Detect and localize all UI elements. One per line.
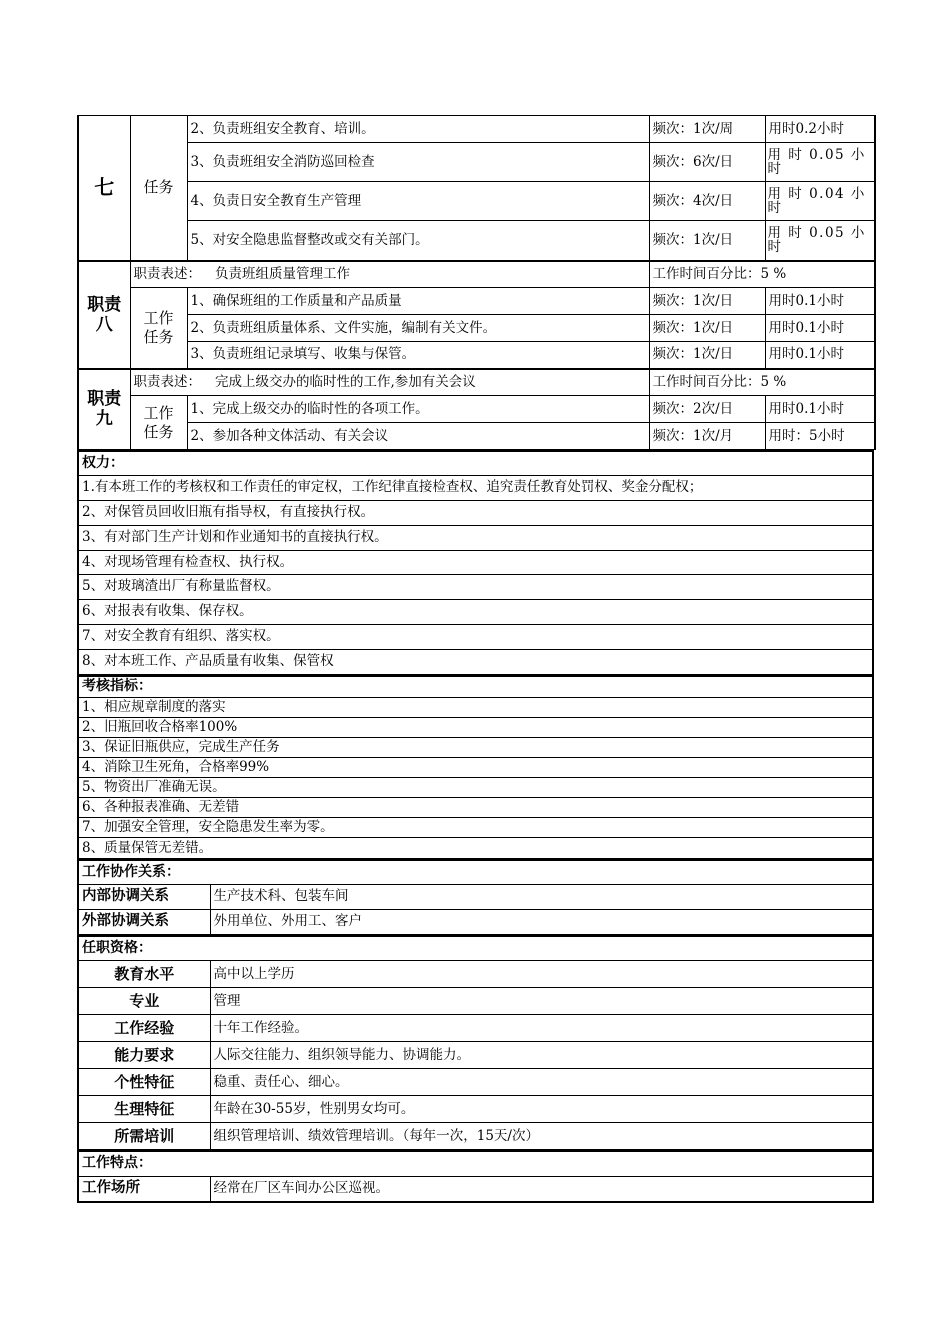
power-item: 1.有本班工作的考核权和工作责任的审定权，工作纪律直接检查权、追究责任教育处罚权、奖金分配权； [78, 475, 873, 500]
physical-label: 生理特征 [78, 1096, 210, 1123]
duty8-desc-row [78, 261, 875, 288]
cooperation-title: 工作协作关系： [78, 860, 873, 884]
duty9-description [130, 369, 649, 396]
internal-coordination-label: 内部协调关系 [78, 884, 210, 909]
workplace-label: 工作场所 [78, 1176, 210, 1202]
features-table [77, 1150, 874, 1203]
qualification-title: 任职资格： [78, 936, 873, 961]
duty7-task-time: 用 时 0.04 小时 [765, 182, 875, 221]
duty7-task-row [78, 116, 875, 143]
cooperation-table [77, 859, 874, 935]
kpi-item: 7、加强安全管理，安全隐患发生率为零。 [78, 818, 873, 838]
duty8-task-time: 用时0.1小时 [765, 342, 875, 369]
physical-value: 年龄在30-55岁，性别男女均可。 [210, 1096, 873, 1123]
power-item: 7、对安全教育有组织、落实权。 [78, 624, 873, 649]
duty8-time-percent: 工作时间百分比：5 % [649, 261, 875, 288]
duty9-task-time: 用时0.1小时 [765, 396, 875, 423]
duty9-task-row [78, 396, 875, 423]
workplace-value: 经常在厂区车间办公区巡视。 [210, 1176, 873, 1202]
duty9-desc-row [78, 369, 875, 396]
kpi-title: 考核指标： [78, 676, 873, 698]
duty7-task-text: 4、负责日安全教育生产管理 [187, 182, 649, 221]
power-item: 4、对现场管理有检查权、执行权。 [78, 550, 873, 574]
duty7-task-row [78, 182, 875, 221]
kpi-item: 1、相应规章制度的落实 [78, 698, 873, 718]
duty7-task-text: 5、对安全隐患监督整改或交有关部门。 [187, 221, 649, 261]
education-label: 教育水平 [78, 961, 210, 988]
duty9-task-text: 2、参加各种文体活动、有关会议 [187, 423, 649, 450]
experience-value: 十年工作经验。 [210, 1015, 873, 1042]
duty8-task-freq: 频次：1次/日 [649, 288, 765, 315]
job-description-sheet [77, 115, 874, 1203]
duty7-task-freq: 频次：1次/日 [649, 221, 765, 261]
kpi-item: 6、各种报表准确、无差错 [78, 798, 873, 818]
internal-coordination-value: 生产技术科、包装车间 [210, 884, 873, 909]
duty7-task-text: 2、负责班组安全教育、培训。 [187, 116, 649, 143]
kpi-item: 2、旧瓶回收合格率100% [78, 718, 873, 738]
features-title: 工作特点： [78, 1151, 873, 1176]
training-value: 组织管理培训、绩效管理培训。（每年一次，15天/次） [210, 1123, 873, 1150]
duty8-task-text: 2、负责班组质量体系、文件实施，编制有关文件。 [187, 315, 649, 342]
duty7-task-label: 任务 [130, 116, 187, 261]
kpi-item: 8、质量保管无差错。 [78, 838, 873, 859]
duty8-task-text: 1、确保班组的工作质量和产品质量 [187, 288, 649, 315]
duty8-task-label: 工作任务 [130, 288, 187, 369]
training-label: 所需培训 [78, 1123, 210, 1150]
duty8-desc-text: 负责班组质量管理工作 [215, 265, 350, 282]
power-item: 5、对玻璃渣出厂有称量监督权。 [78, 574, 873, 599]
personality-label: 个性特征 [78, 1069, 210, 1096]
personality-value: 稳重、责任心、细心。 [210, 1069, 873, 1096]
ability-label: 能力要求 [78, 1042, 210, 1069]
duty7-task-freq: 频次：4次/日 [649, 182, 765, 221]
external-coordination-value: 外用单位、外用工、客户 [210, 909, 873, 934]
kpi-item: 3、保证旧瓶供应，完成生产任务 [78, 738, 873, 758]
power-title: 权力： [78, 451, 873, 475]
duty8-desc-label: 职责表述： [133, 265, 201, 282]
power-table [77, 450, 874, 675]
duty7-task-row [78, 221, 875, 261]
duty7-task-row [78, 143, 875, 182]
duty9-number: 职责九 [78, 369, 130, 450]
kpi-table [77, 675, 874, 860]
duty8-task-row [78, 342, 875, 369]
kpi-item: 4、消除卫生死角，合格率99% [78, 758, 873, 778]
duty8-task-time: 用时0.1小时 [765, 315, 875, 342]
duty9-task-text: 1、完成上级交办的临时性的各项工作。 [187, 396, 649, 423]
duty8-task-row [78, 315, 875, 342]
qualification-table [77, 935, 874, 1151]
duty9-task-time: 用时：5小时 [765, 423, 875, 450]
duty7-task-time: 用时0.2小时 [765, 116, 875, 143]
kpi-item: 5、物资出厂准确无误。 [78, 778, 873, 798]
duty9-task-freq: 频次：2次/日 [649, 396, 765, 423]
duty9-desc-text: 完成上级交办的临时性的工作,参加有关会议 [215, 373, 476, 390]
duty9-time-percent: 工作时间百分比：5 % [649, 369, 875, 396]
duty9-task-freq: 频次：1次/月 [649, 423, 765, 450]
duty8-description [130, 261, 649, 288]
duty7-task-time: 用 时 0.05 小时 [765, 221, 875, 261]
power-item: 8、对本班工作、产品质量有收集、保管权 [78, 649, 873, 674]
duty7-task-freq: 频次：6次/日 [649, 143, 765, 182]
major-value: 管理 [210, 988, 873, 1015]
duty8-task-freq: 频次：1次/日 [649, 342, 765, 369]
duty7-task-text: 3、负责班组安全消防巡回检查 [187, 143, 649, 182]
duty7-task-time: 用 时 0.05 小时 [765, 143, 875, 182]
duty8-task-time: 用时0.1小时 [765, 288, 875, 315]
duties-table [77, 115, 876, 450]
duty8-task-freq: 频次：1次/日 [649, 315, 765, 342]
duty9-task-label: 工作任务 [130, 396, 187, 450]
duty7-task-freq: 频次：1次/周 [649, 116, 765, 143]
duty8-task-text: 3、负责班组记录填写、收集与保管。 [187, 342, 649, 369]
duty9-desc-label: 职责表述： [133, 373, 201, 390]
power-item: 2、对保管员回收旧瓶有指导权，有直接执行权。 [78, 500, 873, 525]
external-coordination-label: 外部协调关系 [78, 909, 210, 934]
experience-label: 工作经验 [78, 1015, 210, 1042]
education-value: 高中以上学历 [210, 961, 873, 988]
duty8-task-row [78, 288, 875, 315]
duty9-task-row [78, 423, 875, 450]
power-item: 6、对报表有收集、保存权。 [78, 599, 873, 624]
major-label: 专业 [78, 988, 210, 1015]
power-item: 3、有对部门生产计划和作业通知书的直接执行权。 [78, 525, 873, 550]
duty8-number: 职责八 [78, 261, 130, 369]
duty7-number: 七 [78, 116, 130, 261]
ability-value: 人际交往能力、组织领导能力、协调能力。 [210, 1042, 873, 1069]
